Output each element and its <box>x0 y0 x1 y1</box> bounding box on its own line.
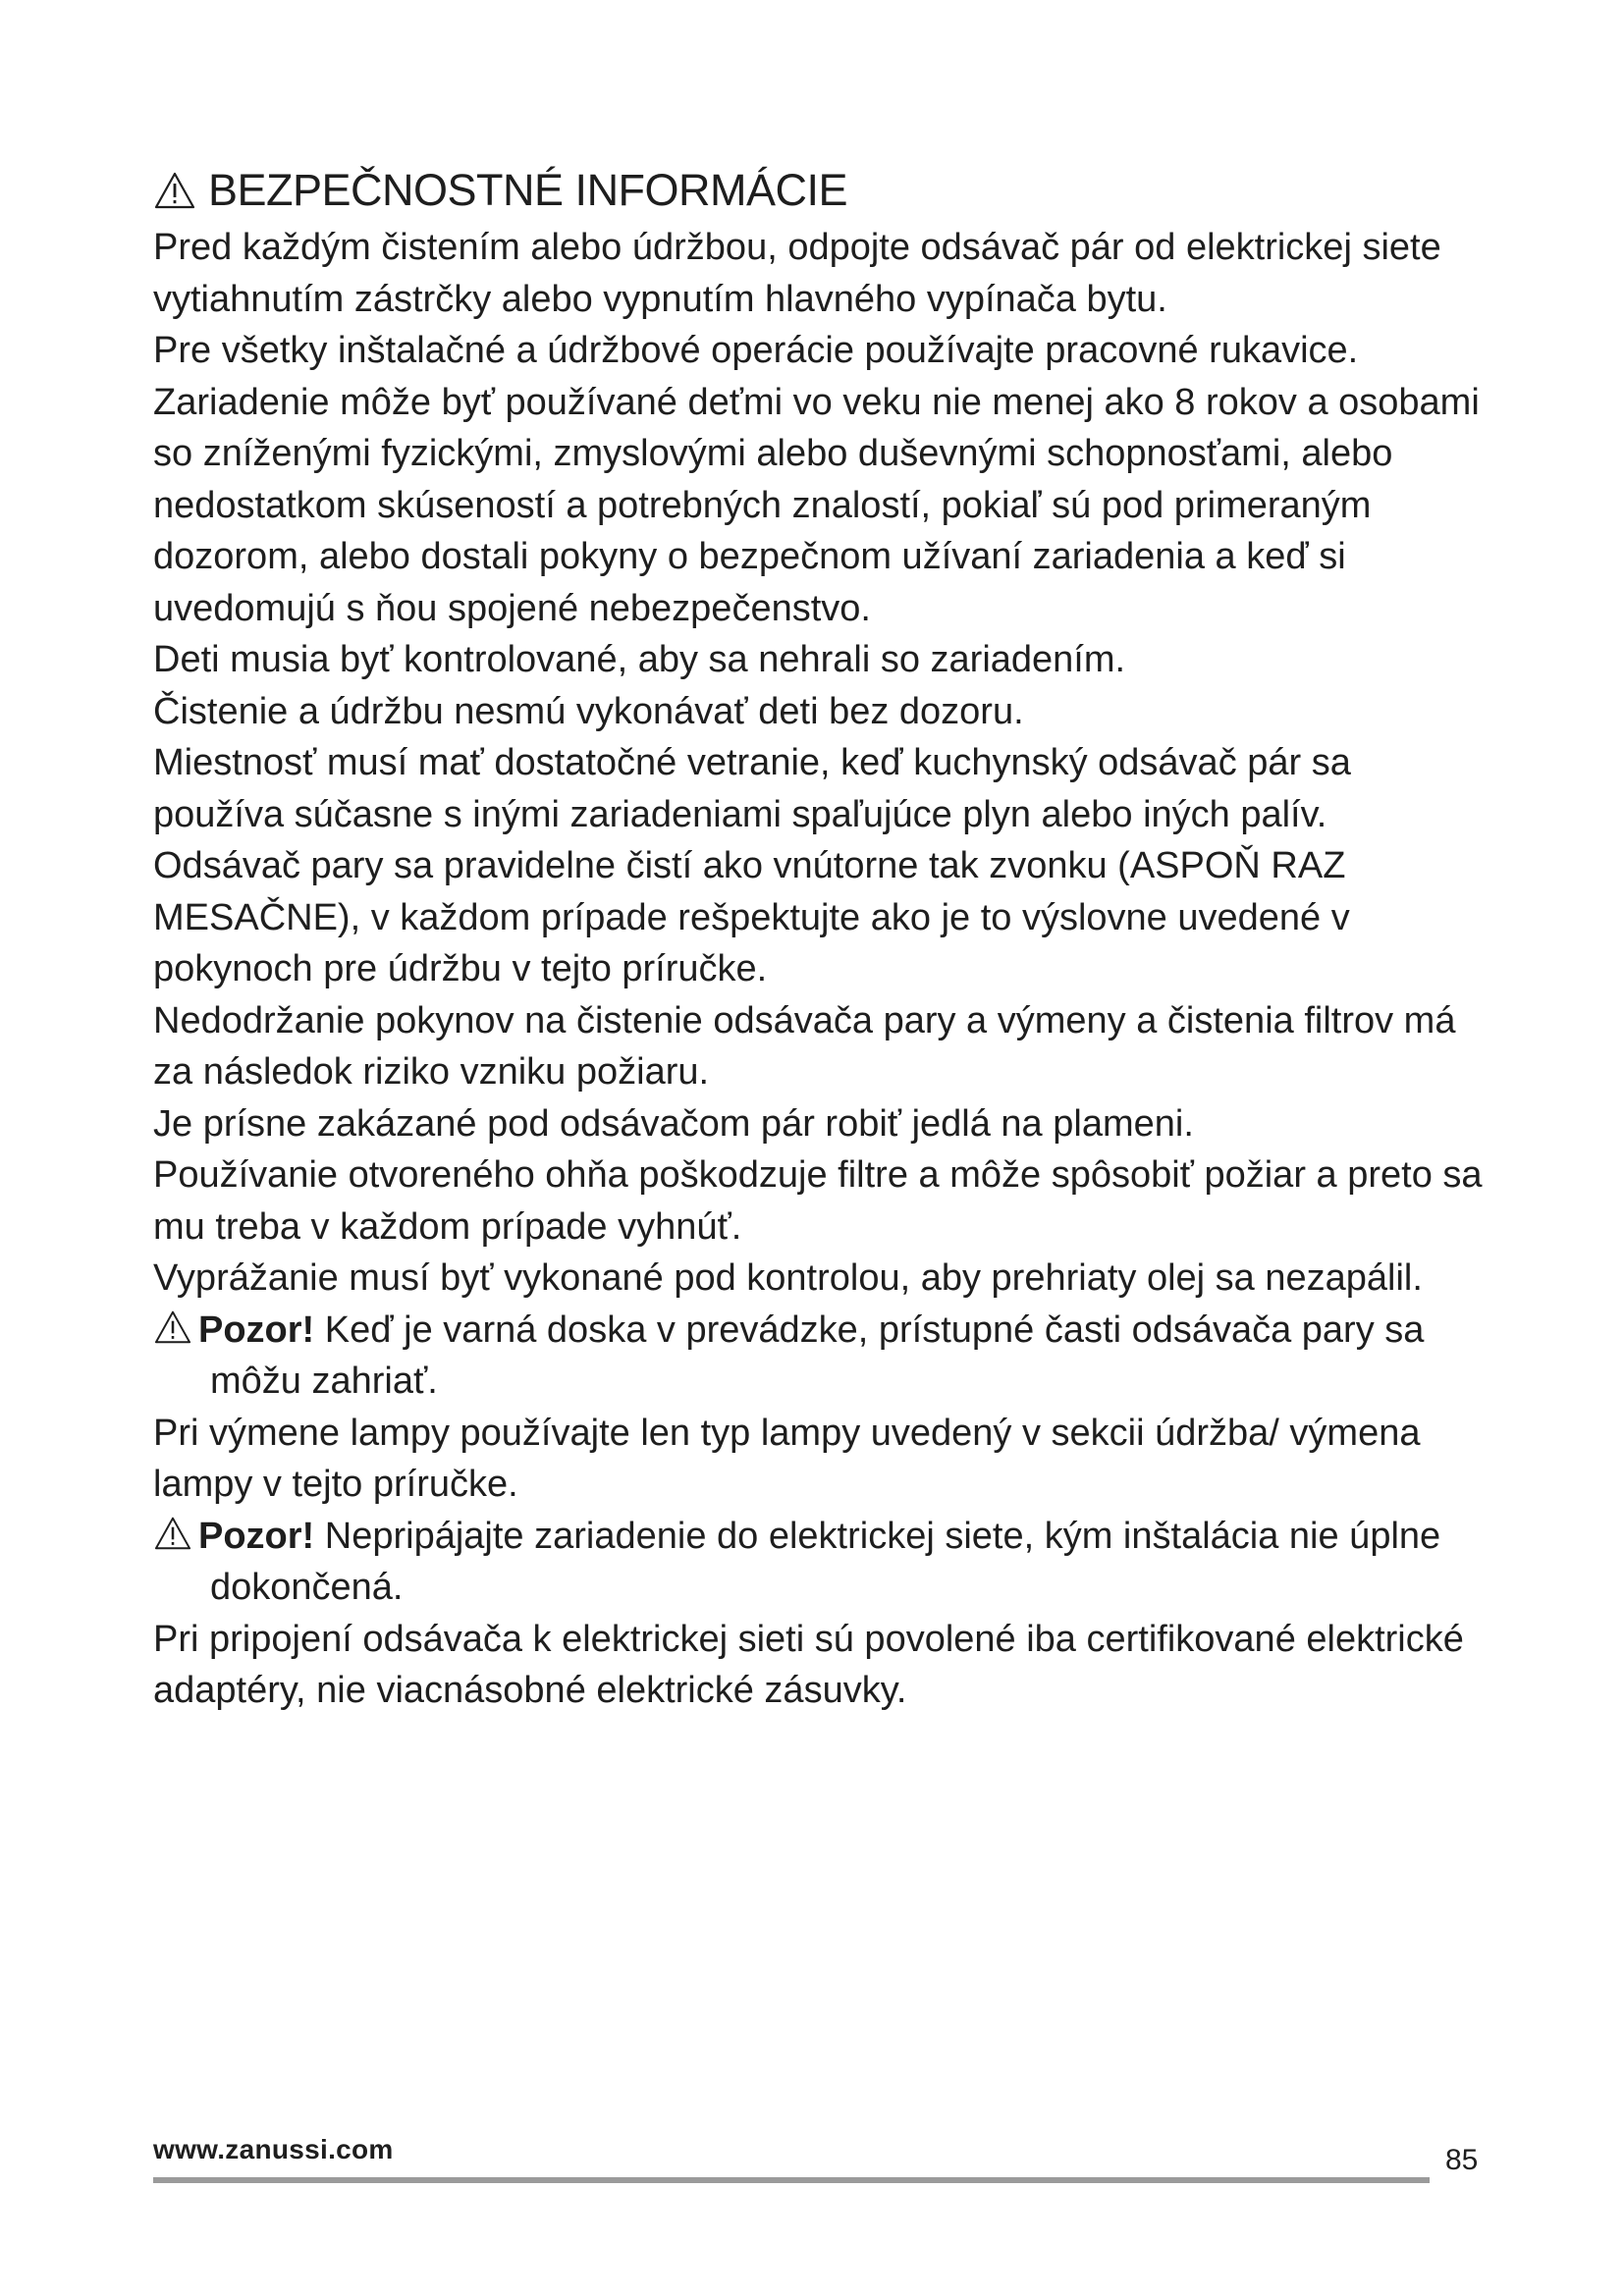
warning-triangle-icon <box>153 1309 192 1345</box>
paragraph: Pri pripojení odsávača k elektrickej sieti sú povolené iba certifikované elektrické adaptéry, nie viacnásobné elektrické zásuvky. <box>153 1618 1464 1711</box>
warning-text: Nepripájajte zariadenie do elektrickej siete, kým inštalácia nie úplne dokončená. <box>210 1515 1441 1608</box>
section-title: BEZPEČNOSTNÉ INFORMÁCIE <box>208 165 848 215</box>
section-heading <box>153 163 1489 218</box>
warning-note <box>153 1511 1489 1614</box>
safety-section <box>153 163 1489 1717</box>
paragraph: Pre všetky inštalačné a údržbové operácie používajte pracovné rukavice. <box>153 330 1359 371</box>
paragraph: Miestnosť musí mať dostatočné vetranie, keď kuchynský odsávač pár sa používa súčasne s inými zariadeniami spaľujúce plyn alebo iných palív. <box>153 742 1351 835</box>
page-footer <box>153 2134 1479 2176</box>
warning-triangle-icon <box>153 171 196 210</box>
paragraph: Nedodržanie pokynov na čistenie odsávača pary a výmeny a čistenia filtrov má za následok riziko vzniku požiaru. <box>153 999 1456 1093</box>
paragraph: Používanie otvoreného ohňa poškodzuje filtre a môže spôsobiť požiar a preto sa mu treba v každom prípade vyhnúť. <box>153 1154 1483 1248</box>
paragraph: Pred každým čistením alebo údržbou, odpojte odsávač pár od elektrickej siete vytiahnutím zástrčky alebo vypnutím hlavného vypínača bytu. <box>153 227 1441 320</box>
warning-label: Pozor! <box>198 1308 315 1351</box>
paragraph: Zariadenie môže byť používané deťmi vo veku nie menej ako 8 rokov a osobami so zníženými fyzickými, zmyslovými alebo duševnými schopnosťami, alebo nedostatkom skúseností a potrebných znalostí, pokiaľ sú pod primeraným dozorom, alebo dostali pokyny o bezpečnom užívaní zariadenia a keď si uvedomujú s ňou spojené nebezpečenstvo. <box>153 381 1480 629</box>
footer-divider <box>153 2177 1430 2183</box>
paragraph: Deti musia byť kontrolované, aby sa nehrali so zariadením. <box>153 639 1126 680</box>
warning-label: Pozor! <box>198 1515 315 1557</box>
footer-website: www.zanussi.com <box>153 2134 394 2164</box>
page-number: 85 <box>1445 2144 1479 2176</box>
paragraph: Vyprážanie musí byť vykonané pod kontrolou, aby prehriaty olej sa nezapálil. <box>153 1257 1423 1299</box>
paragraph: Odsávač pary sa pravidelne čistí ako vnútorne tak zvonku (ASPOŇ RAZ MESAČNE), v každom prípade rešpektujte ako je to výslovne uvedené v pokynoch pre údržbu v tejto príručke. <box>153 845 1350 989</box>
warning-triangle-icon <box>153 1516 192 1551</box>
paragraph: Čistenie a údržbu nesmú vykonávať deti bez dozoru. <box>153 690 1024 732</box>
paragraph: Je prísne zakázané pod odsávačom pár robiť jedlá na plameni. <box>153 1102 1194 1145</box>
warning-text: Keď je varná doska v prevádzke, prístupné časti odsávača pary sa môžu zahriať. <box>210 1308 1425 1402</box>
warning-note <box>153 1305 1489 1408</box>
paragraph: Pri výmene lampy používajte len typ lampy uvedený v sekcii údržba/ výmena lampy v tejto príručke. <box>153 1412 1421 1505</box>
